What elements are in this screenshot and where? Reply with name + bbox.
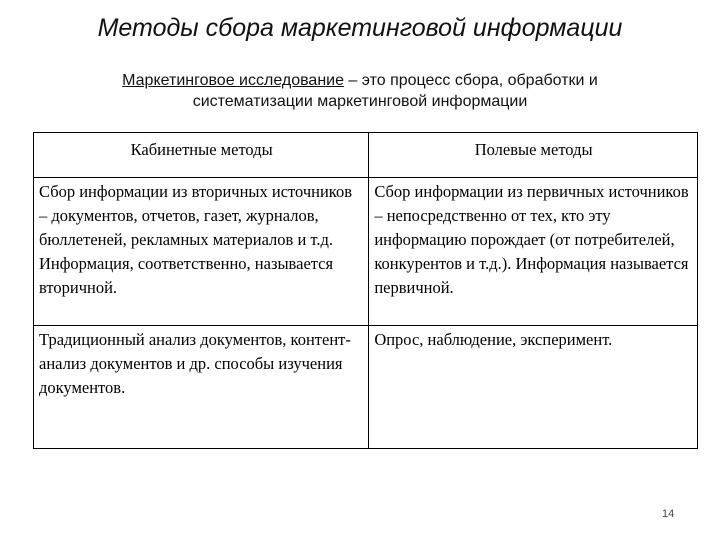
- definition-body: – это процесс сбора, обработки и систематизации маркетинговой информации: [192, 72, 598, 110]
- methods-table: [33, 132, 698, 449]
- desk-methods-techniques: Традиционный анализ документов, контент-анализ документов и др. способы изучения документов.: [34, 326, 369, 449]
- header-field-methods: Полевые методы: [369, 133, 698, 178]
- header-desk-methods: Кабинетные методы: [34, 133, 369, 178]
- field-methods-techniques: Опрос, наблюдение, эксперимент.: [369, 326, 698, 449]
- desk-methods-sources: Сбор информации из вторичных источников – документов, отчетов, газет, журналов, бюллетеней, рекламных материалов и т.д. Информация, соответственно, называется вторичной.: [34, 178, 369, 326]
- page-number: 14: [662, 508, 675, 520]
- definition-term: Маркетинговое исследование: [122, 72, 344, 89]
- table-row: [34, 178, 698, 326]
- table-header-row: [34, 133, 698, 178]
- field-methods-sources: Сбор информации из первичных источников – непосредственно от тех, кто эту информацию порождает (от потребителей, конкурентов и т.д.). Информация называется первичной.: [369, 178, 698, 326]
- table-row: [34, 326, 698, 449]
- slide-title: Методы сбора маркетинговой информации: [97, 14, 623, 42]
- definition-text: [60, 70, 660, 112]
